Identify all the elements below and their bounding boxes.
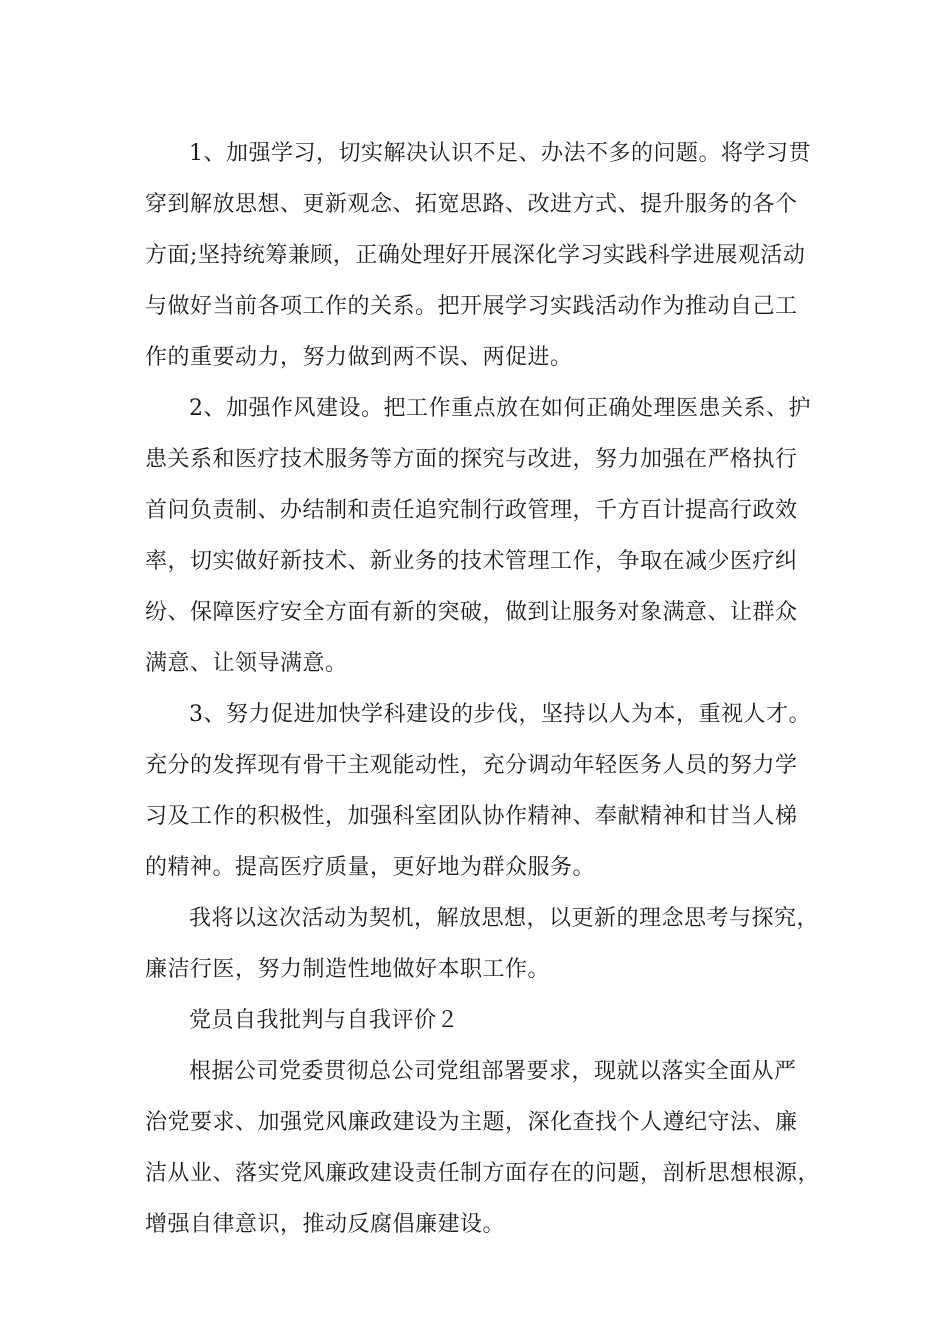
- paragraph-5: [145, 1046, 821, 1250]
- section-title: 党员自我批判与自我评价２: [189, 1008, 460, 1033]
- text-line: 根据公司党委贯彻总公司党组部署要求，现就以落实全面从严: [189, 1059, 797, 1084]
- text-line: 增强自律意识，推动反腐倡廉建设。: [145, 1212, 506, 1237]
- text-line: 首问负责制、办结制和责任追究制行政管理，千方百计提高行政效: [145, 498, 798, 523]
- text-line: 充分的发挥现有骨干主观能动性，充分调动年轻医务人员的努力学: [145, 753, 798, 778]
- text-line: 满意、让领导满意。: [145, 651, 348, 676]
- text-line: 治党要求、加强党风廉政建设为主题，深化查找个人遵纪守法、廉: [145, 1110, 798, 1135]
- text-line: 我将以这次活动为契机，解放思想，以更新的理念思考与探究，: [189, 906, 820, 931]
- paragraph-4: [145, 893, 820, 995]
- text-line: 廉洁行医，努力制造性地做好本职工作。: [145, 957, 551, 982]
- text-line: 纷、保障医疗安全方面有新的突破，做到让服务对象满意、让群众: [145, 600, 798, 625]
- section-heading: [145, 995, 810, 1046]
- paragraph-2: [145, 383, 810, 689]
- text-line: 2、加强作风建设。把工作重点放在如何正确处理医患关系、护: [189, 396, 811, 421]
- text-line: 与做好当前各项工作的关系。把开展学习实践活动作为推动自己工: [145, 294, 798, 319]
- text-line: 穿到解放思想、更新观念、拓宽思路、改进方式、提升服务的各个: [145, 192, 798, 217]
- document-body: [145, 128, 821, 1250]
- text-line: 患关系和医疗技术服务等方面的探究与改进，努力加强在严格执行: [145, 447, 798, 472]
- paragraph-3: [145, 689, 810, 893]
- paragraph-1: [145, 128, 810, 383]
- text-line: 洁从业、落实党风廉政建设责任制方面存在的问题，剖析思想根源，: [145, 1161, 821, 1186]
- text-line: 1、加强学习，切实解决认识不足、办法不多的问题。将学习贯: [189, 141, 811, 166]
- text-line: 作的重要动力，努力做到两不误、两促进。: [145, 345, 573, 370]
- text-line: 方面;坚持统筹兼顾，正确处理好开展深化学习实践科学进展观活动: [145, 243, 806, 268]
- text-line: 的精神。提高医疗质量，更好地为群众服务。: [145, 855, 596, 880]
- text-line: 习及工作的积极性，加强科室团队协作精神、奉献精神和甘当人梯: [145, 804, 798, 829]
- text-line: 率，切实做好新技术、新业务的技术管理工作，争取在减少医疗纠: [145, 549, 798, 574]
- text-line: 3、努力促进加快学科建设的步伐，坚持以人为本，重视人才。: [189, 702, 811, 727]
